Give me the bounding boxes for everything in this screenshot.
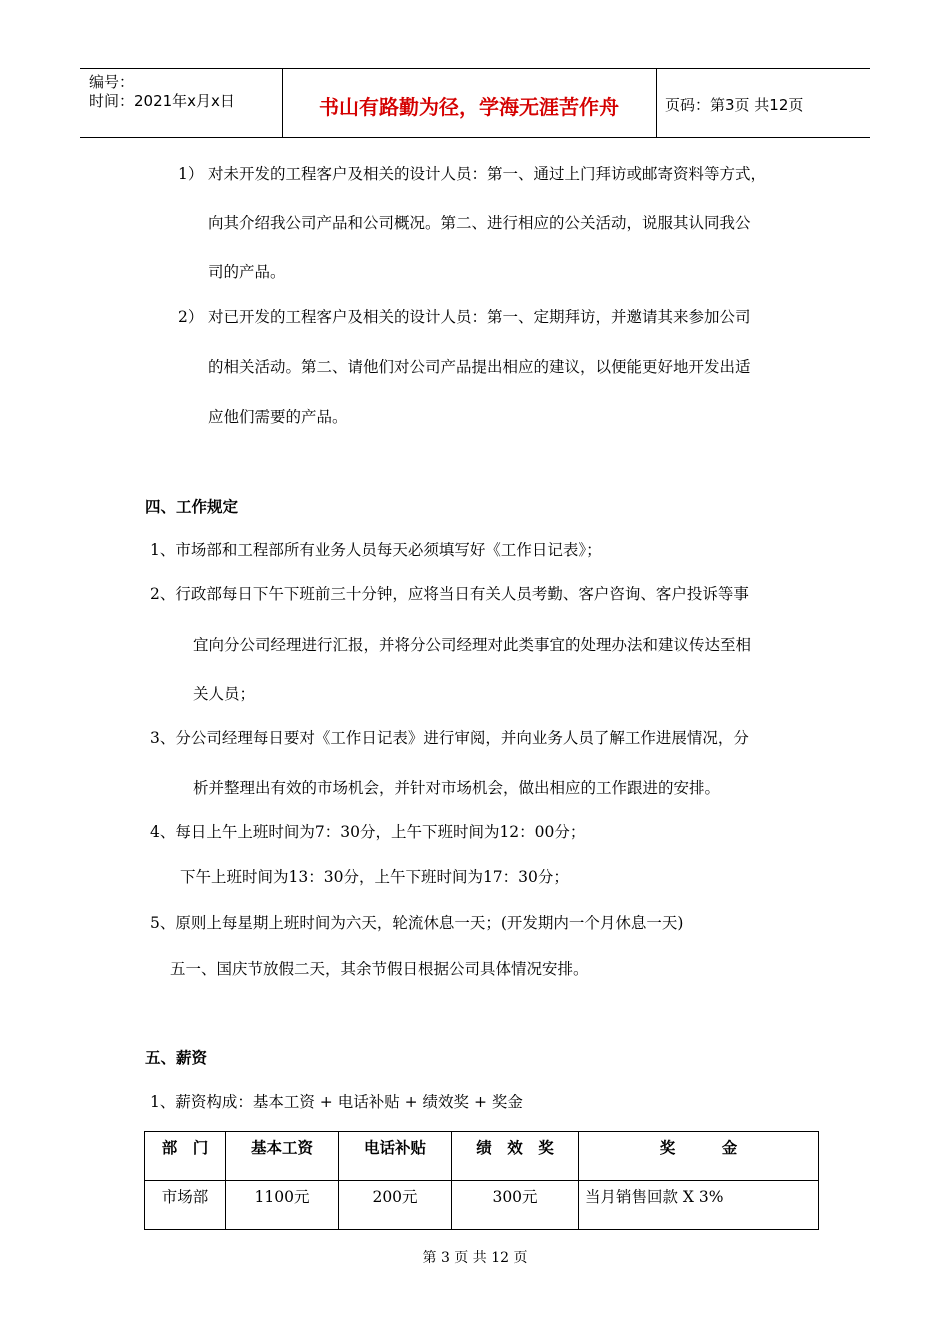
table-cell: 当月销售回款 X 3% — [579, 1181, 819, 1230]
page-header — [80, 68, 870, 138]
header-motto: 书山有路勤为径，学海无涯苦作舟 — [319, 95, 619, 119]
rule-line: 析并整理出有效的市场机会，并针对市场机会，做出相应的工作跟进的安排。 — [193, 779, 721, 797]
table-header-cell: 基本工资 — [226, 1132, 339, 1181]
rule-line: 5、原则上每星期上班时间为六天，轮流休息一天；(开发期内一个月休息一天) — [150, 914, 684, 932]
rule-line: 五一、国庆节放假二天，其余节假日根据公司具体情况安排。 — [170, 960, 589, 978]
salary-table — [144, 1131, 819, 1230]
table-cell: 200元 — [339, 1181, 452, 1230]
item-number: 1） — [178, 165, 204, 183]
table-header-cell: 绩 效 奖 — [452, 1132, 579, 1181]
header-divider — [656, 69, 657, 137]
table-row — [145, 1181, 819, 1230]
table-cell: 市场部 — [145, 1181, 226, 1230]
rule-line: 4、每日上午上班时间为7：30分，上午下班时间为12：00分； — [150, 823, 586, 841]
rule-line: 宜向分公司经理进行汇报，并将分公司经理对此类事宜的处理办法和建议传达至相 — [193, 636, 752, 654]
salary-composition: 1、薪资构成：基本工资 + 电话补贴 + 绩效奖 + 奖金 — [150, 1093, 523, 1111]
item-line: 向其介绍我公司产品和公司概况。第二、进行相应的公关活动，说服其认同我公 — [208, 214, 751, 232]
item-number: 2） — [178, 308, 204, 326]
header-meta — [89, 73, 235, 111]
table-cell: 1100元 — [226, 1181, 339, 1230]
table-header-cell: 电话补贴 — [339, 1132, 452, 1181]
table-header-row — [145, 1132, 819, 1181]
header-page-number: 页码：第3页 共12页 — [665, 96, 804, 114]
table-header-cell: 部 门 — [145, 1132, 226, 1181]
rule-line: 1、市场部和工程部所有业务人员每天必须填写好《工作日记表》； — [150, 541, 602, 559]
rule-line: 关人员； — [193, 685, 256, 703]
doc-time-label: 时间：2021年x月x日 — [89, 92, 235, 110]
rule-line: 2、行政部每日下午下班前三十分钟，应将当日有关人员考勤、客户咨询、客户投诉等事 — [150, 585, 749, 603]
rule-line: 3、分公司经理每日要对《工作日记表》进行审阅，并向业务人员了解工作进展情况，分 — [150, 729, 749, 747]
item-line: 司的产品。 — [208, 263, 286, 281]
item-line: 的相关活动。第二、请他们对公司产品提出相应的建议，以便能更好地开发出适 — [208, 358, 751, 376]
section-heading-salary: 五、薪资 — [145, 1049, 208, 1067]
item-line: 应他们需要的产品。 — [208, 408, 348, 426]
item-line: 对未开发的工程客户及相关的设计人员：第一、通过上门拜访或邮寄资料等方式， — [208, 165, 767, 183]
page-footer: 第 3 页 共 12 页 — [422, 1250, 528, 1266]
section-heading-work-rules: 四、工作规定 — [145, 498, 239, 516]
rule-line: 下午上班时间为13：30分，上午下班时间为17：30分； — [180, 868, 569, 886]
item-line: 对已开发的工程客户及相关的设计人员：第一、定期拜访，并邀请其来参加公司 — [208, 308, 751, 326]
table-header-cell: 奖 金 — [579, 1132, 819, 1181]
doc-number-label: 编号： — [89, 73, 135, 91]
table-cell: 300元 — [452, 1181, 579, 1230]
